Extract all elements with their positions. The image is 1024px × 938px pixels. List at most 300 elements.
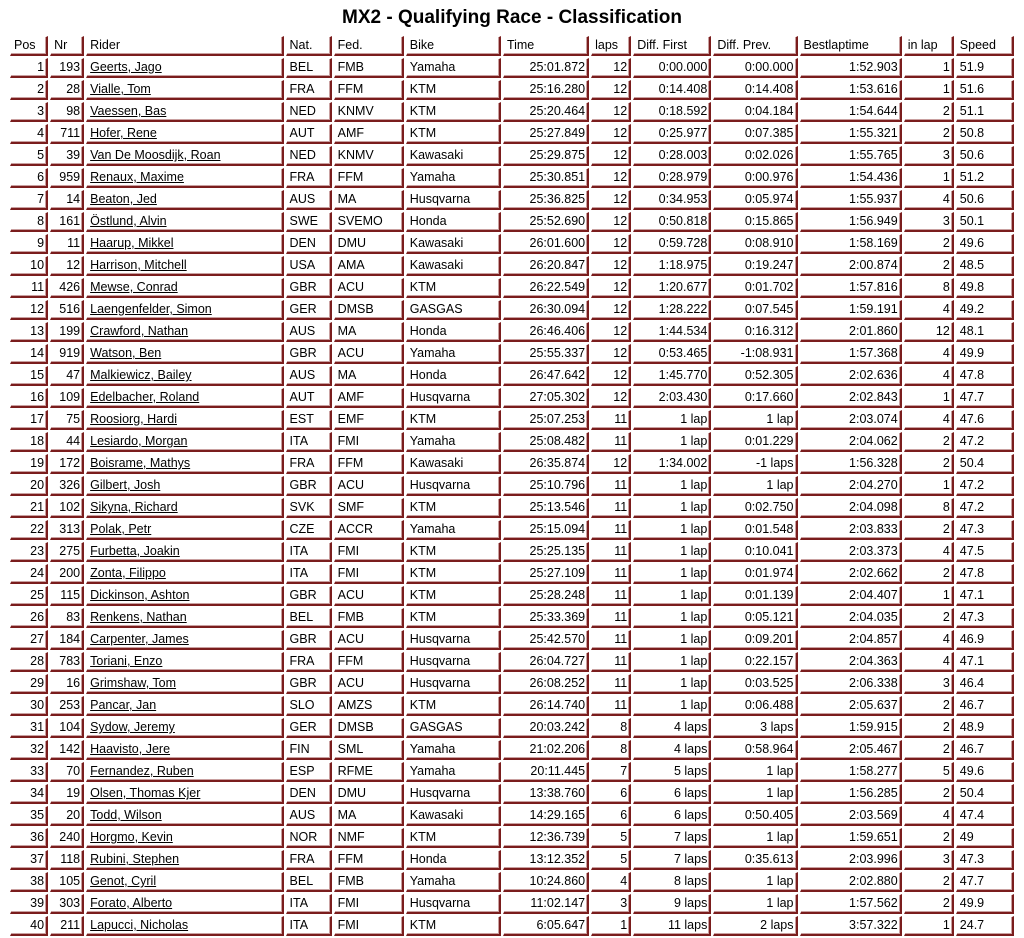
rider-cell (86, 608, 283, 628)
table-row (10, 388, 1014, 408)
position-cell: 12 (10, 300, 48, 320)
time-cell: 21:02.206 (503, 740, 589, 760)
number-cell: 104 (50, 718, 84, 738)
diff-prev-cell: 0:14.408 (713, 80, 797, 100)
position-cell: 25 (10, 586, 48, 606)
bestlaptime-cell: 1:55.321 (800, 124, 902, 144)
bike-cell: KTM (406, 498, 501, 518)
federation-cell: FFM (334, 850, 404, 870)
diff-prev-cell: 0:06.488 (713, 696, 797, 716)
time-cell: 25:10.796 (503, 476, 589, 496)
rider-link[interactable]: Grimshaw, Tom (90, 676, 177, 690)
laps-cell: 3 (591, 894, 631, 914)
in-lap-cell: 8 (904, 278, 954, 298)
nation-cell: NOR (286, 828, 332, 848)
time-cell: 25:07.253 (503, 410, 589, 430)
column-header-nr: Nr (50, 36, 84, 56)
diff-prev-cell: 0:01.974 (713, 564, 797, 584)
nation-cell: GBR (286, 344, 332, 364)
bestlaptime-cell: 1:56.328 (800, 454, 902, 474)
in-lap-cell: 1 (904, 586, 954, 606)
bestlaptime-cell: 2:03.569 (800, 806, 902, 826)
speed-cell: 47.3 (956, 520, 1014, 540)
federation-cell: NMF (334, 828, 404, 848)
diff-first-cell: 1 lap (633, 586, 711, 606)
position-cell: 38 (10, 872, 48, 892)
rider-link[interactable]: Laengenfelder, Simon (90, 302, 212, 316)
time-cell: 25:30.851 (503, 168, 589, 188)
rider-link[interactable]: Haarup, Mikkel (90, 236, 174, 250)
bestlaptime-cell: 1:54.436 (800, 168, 902, 188)
time-cell: 25:36.825 (503, 190, 589, 210)
number-cell: 105 (50, 872, 84, 892)
federation-cell: DMU (334, 784, 404, 804)
federation-cell: FFM (334, 454, 404, 474)
table-row (10, 58, 1014, 78)
diff-first-cell: 1:44.534 (633, 322, 711, 342)
diff-first-cell: 1 lap (633, 564, 711, 584)
position-cell: 21 (10, 498, 48, 518)
speed-cell: 47.2 (956, 498, 1014, 518)
laps-cell: 11 (591, 542, 631, 562)
bike-cell: Yamaha (406, 58, 501, 78)
federation-cell: AMA (334, 256, 404, 276)
diff-prev-cell: 1 lap (713, 762, 797, 782)
time-cell: 6:05.647 (503, 916, 589, 936)
diff-prev-cell: 0:09.201 (713, 630, 797, 650)
in-lap-cell: 4 (904, 190, 954, 210)
in-lap-cell: 1 (904, 388, 954, 408)
rider-cell (86, 432, 283, 452)
rider-link[interactable]: Östlund, Alvin (90, 214, 167, 228)
laps-cell: 12 (591, 190, 631, 210)
diff-prev-cell: 0:01.702 (713, 278, 797, 298)
position-cell: 4 (10, 124, 48, 144)
number-cell: 75 (50, 410, 84, 430)
diff-first-cell: 1 lap (633, 542, 711, 562)
rider-cell (86, 212, 283, 232)
position-cell: 9 (10, 234, 48, 254)
rider-link[interactable]: Vaessen, Bas (90, 104, 167, 118)
in-lap-cell: 4 (904, 806, 954, 826)
table-row (10, 608, 1014, 628)
nation-cell: ITA (286, 564, 332, 584)
time-cell: 10:24.860 (503, 872, 589, 892)
time-cell: 20:11.445 (503, 762, 589, 782)
table-row (10, 168, 1014, 188)
in-lap-cell: 2 (904, 784, 954, 804)
diff-first-cell: 0:50.818 (633, 212, 711, 232)
table-row (10, 586, 1014, 606)
bestlaptime-cell: 2:03.074 (800, 410, 902, 430)
rider-link[interactable]: Watson, Ben (90, 346, 162, 360)
speed-cell: 49.8 (956, 278, 1014, 298)
number-cell: 102 (50, 498, 84, 518)
position-cell: 35 (10, 806, 48, 826)
diff-first-cell: 7 laps (633, 850, 711, 870)
number-cell: 200 (50, 564, 84, 584)
federation-cell: ACCR (334, 520, 404, 540)
position-cell: 31 (10, 718, 48, 738)
position-cell: 2 (10, 80, 48, 100)
rider-cell (86, 454, 283, 474)
number-cell: 20 (50, 806, 84, 826)
laps-cell: 12 (591, 322, 631, 342)
in-lap-cell: 1 (904, 476, 954, 496)
bike-cell: GASGAS (406, 718, 501, 738)
federation-cell: FFM (334, 168, 404, 188)
number-cell: 211 (50, 916, 84, 936)
in-lap-cell: 4 (904, 410, 954, 430)
diff-prev-cell: 0:01.548 (713, 520, 797, 540)
diff-first-cell: 1 lap (633, 696, 711, 716)
time-cell: 25:13.546 (503, 498, 589, 518)
federation-cell: SMF (334, 498, 404, 518)
laps-cell: 6 (591, 784, 631, 804)
rider-link[interactable]: Olsen, Thomas Kjer (90, 786, 201, 800)
rider-link[interactable]: Rubini, Stephen (90, 852, 180, 866)
table-row (10, 806, 1014, 826)
rider-link[interactable]: Beaton, Jed (90, 192, 157, 206)
bike-cell: Husqvarna (406, 652, 501, 672)
laps-cell: 12 (591, 278, 631, 298)
column-header-rider: Rider (86, 36, 283, 56)
table-row (10, 916, 1014, 936)
diff-prev-cell: 0:52.305 (713, 366, 797, 386)
federation-cell: RFME (334, 762, 404, 782)
laps-cell: 6 (591, 806, 631, 826)
in-lap-cell: 2 (904, 124, 954, 144)
diff-first-cell: 1:18.975 (633, 256, 711, 276)
diff-prev-cell: 0:02.750 (713, 498, 797, 518)
number-cell: 426 (50, 278, 84, 298)
diff-prev-cell: 0:17.660 (713, 388, 797, 408)
speed-cell: 47.7 (956, 388, 1014, 408)
rider-link[interactable]: Pancar, Jan (90, 698, 157, 712)
laps-cell: 11 (591, 608, 631, 628)
federation-cell: MA (334, 366, 404, 386)
nation-cell: BEL (286, 608, 332, 628)
column-header-diff-first: Diff. First (633, 36, 711, 56)
rider-link[interactable]: Van De Moosdijk, Roan (90, 148, 221, 162)
rider-cell (86, 740, 283, 760)
in-lap-cell: 4 (904, 542, 954, 562)
in-lap-cell: 3 (904, 850, 954, 870)
rider-link[interactable]: Boisrame, Mathys (90, 456, 191, 470)
number-cell: 70 (50, 762, 84, 782)
nation-cell: SWE (286, 212, 332, 232)
rider-link[interactable]: Todd, Wilson (90, 808, 162, 822)
nation-cell: USA (286, 256, 332, 276)
nation-cell: GBR (286, 630, 332, 650)
bike-cell: KTM (406, 80, 501, 100)
federation-cell: ACU (334, 278, 404, 298)
speed-cell: 49.9 (956, 894, 1014, 914)
table-row (10, 740, 1014, 760)
number-cell: 303 (50, 894, 84, 914)
speed-cell: 50.8 (956, 124, 1014, 144)
bike-cell: Yamaha (406, 740, 501, 760)
laps-cell: 11 (591, 652, 631, 672)
laps-cell: 12 (591, 80, 631, 100)
rider-link[interactable]: Geerts, Jago (90, 60, 162, 74)
in-lap-cell: 2 (904, 696, 954, 716)
column-header-bike: Bike (406, 36, 501, 56)
bike-cell: Husqvarna (406, 190, 501, 210)
table-row (10, 80, 1014, 100)
bike-cell: Honda (406, 850, 501, 870)
table-row (10, 762, 1014, 782)
in-lap-cell: 2 (904, 564, 954, 584)
table-row (10, 102, 1014, 122)
laps-cell: 12 (591, 124, 631, 144)
in-lap-cell: 12 (904, 322, 954, 342)
column-header-time: Time (503, 36, 589, 56)
speed-cell: 47.5 (956, 542, 1014, 562)
position-cell: 3 (10, 102, 48, 122)
speed-cell: 51.2 (956, 168, 1014, 188)
diff-prev-cell: -1:08.931 (713, 344, 797, 364)
laps-cell: 5 (591, 828, 631, 848)
bike-cell: Husqvarna (406, 894, 501, 914)
rider-cell (86, 388, 283, 408)
federation-cell: KNMV (334, 102, 404, 122)
laps-cell: 8 (591, 718, 631, 738)
rider-link[interactable]: Horgmo, Kevin (90, 830, 173, 844)
diff-prev-cell: 0:58.964 (713, 740, 797, 760)
bike-cell: Kawasaki (406, 256, 501, 276)
federation-cell: ACU (334, 586, 404, 606)
laps-cell: 7 (591, 762, 631, 782)
time-cell: 25:52.690 (503, 212, 589, 232)
bike-cell: KTM (406, 410, 501, 430)
rider-link[interactable]: Genot, Cyril (90, 874, 157, 888)
number-cell: 184 (50, 630, 84, 650)
rider-cell (86, 652, 283, 672)
speed-cell: 48.9 (956, 718, 1014, 738)
in-lap-cell: 2 (904, 872, 954, 892)
rider-cell (86, 102, 283, 122)
rider-link[interactable]: Polak, Petr (90, 522, 152, 536)
time-cell: 26:46.406 (503, 322, 589, 342)
rider-link[interactable]: Roosiorg, Hardi (90, 412, 177, 426)
table-row (10, 718, 1014, 738)
table-row (10, 630, 1014, 650)
bike-cell: Husqvarna (406, 476, 501, 496)
diff-prev-cell: 0:22.157 (713, 652, 797, 672)
number-cell: 98 (50, 102, 84, 122)
federation-cell: MA (334, 806, 404, 826)
diff-prev-cell: 0:02.026 (713, 146, 797, 166)
table-body (10, 58, 1014, 936)
bike-cell: Husqvarna (406, 388, 501, 408)
time-cell: 25:08.482 (503, 432, 589, 452)
diff-prev-cell: 0:00.976 (713, 168, 797, 188)
diff-first-cell: 8 laps (633, 872, 711, 892)
nation-cell: DEN (286, 234, 332, 254)
rider-link[interactable]: Sydow, Jeremy (90, 720, 175, 734)
bestlaptime-cell: 2:04.270 (800, 476, 902, 496)
rider-link[interactable]: Renaux, Maxime (90, 170, 184, 184)
speed-cell: 50.6 (956, 146, 1014, 166)
diff-first-cell: 1:45.770 (633, 366, 711, 386)
position-cell: 33 (10, 762, 48, 782)
federation-cell: FMI (334, 916, 404, 936)
rider-cell (86, 674, 283, 694)
rider-cell (86, 80, 283, 100)
bike-cell: KTM (406, 564, 501, 584)
diff-prev-cell: 0:05.121 (713, 608, 797, 628)
diff-first-cell: 0:28.003 (633, 146, 711, 166)
rider-link[interactable]: Furbetta, Joakin (90, 544, 180, 558)
federation-cell: FMB (334, 58, 404, 78)
bestlaptime-cell: 1:56.949 (800, 212, 902, 232)
position-cell: 37 (10, 850, 48, 870)
in-lap-cell: 4 (904, 366, 954, 386)
federation-cell: ACU (334, 674, 404, 694)
diff-first-cell: 0:25.977 (633, 124, 711, 144)
rider-link[interactable]: Harrison, Mitchell (90, 258, 187, 272)
position-cell: 16 (10, 388, 48, 408)
bike-cell: KTM (406, 696, 501, 716)
speed-cell: 47.2 (956, 432, 1014, 452)
rider-cell (86, 762, 283, 782)
bestlaptime-cell: 1:59.651 (800, 828, 902, 848)
laps-cell: 12 (591, 168, 631, 188)
position-cell: 14 (10, 344, 48, 364)
time-cell: 27:05.302 (503, 388, 589, 408)
federation-cell: MA (334, 190, 404, 210)
rider-link[interactable]: Haavisto, Jere (90, 742, 171, 756)
rider-link[interactable]: Gilbert, Josh (90, 478, 161, 492)
nation-cell: DEN (286, 784, 332, 804)
time-cell: 25:25.135 (503, 542, 589, 562)
diff-first-cell: 6 laps (633, 806, 711, 826)
classification-table (8, 34, 1016, 938)
speed-cell: 47.3 (956, 608, 1014, 628)
speed-cell: 49.9 (956, 344, 1014, 364)
bike-cell: KTM (406, 542, 501, 562)
bike-cell: Yamaha (406, 432, 501, 452)
nation-cell: NED (286, 146, 332, 166)
nation-cell: GBR (286, 278, 332, 298)
rider-cell (86, 300, 283, 320)
nation-cell: FRA (286, 850, 332, 870)
bestlaptime-cell: 1:55.765 (800, 146, 902, 166)
rider-link[interactable]: Forato, Alberto (90, 896, 173, 910)
speed-cell: 50.1 (956, 212, 1014, 232)
rider-link[interactable]: Dickinson, Ashton (90, 588, 190, 602)
laps-cell: 12 (591, 366, 631, 386)
in-lap-cell: 2 (904, 608, 954, 628)
rider-link[interactable]: Renkens, Nathan (90, 610, 187, 624)
column-header-bestlaptime: Bestlaptime (800, 36, 902, 56)
federation-cell: ACU (334, 476, 404, 496)
nation-cell: FRA (286, 168, 332, 188)
federation-cell: FMI (334, 542, 404, 562)
laps-cell: 12 (591, 212, 631, 232)
position-cell: 40 (10, 916, 48, 936)
rider-link[interactable]: Hofer, Rene (90, 126, 157, 140)
nation-cell: FRA (286, 80, 332, 100)
rider-link[interactable]: Lesiardo, Morgan (90, 434, 188, 448)
rider-link[interactable]: Crawford, Nathan (90, 324, 189, 338)
in-lap-cell: 3 (904, 212, 954, 232)
rider-link[interactable]: Malkiewicz, Bailey (90, 368, 192, 382)
time-cell: 12:36.739 (503, 828, 589, 848)
rider-link[interactable]: Toriani, Enzo (90, 654, 163, 668)
table-row (10, 322, 1014, 342)
bike-cell: Husqvarna (406, 674, 501, 694)
rider-link[interactable]: Carpenter, James (90, 632, 189, 646)
number-cell: 39 (50, 146, 84, 166)
speed-cell: 47.1 (956, 586, 1014, 606)
federation-cell: DMSB (334, 718, 404, 738)
rider-link[interactable]: Mewse, Conrad (90, 280, 178, 294)
bike-cell: Kawasaki (406, 454, 501, 474)
diff-first-cell: 4 laps (633, 740, 711, 760)
column-header-speed: Speed (956, 36, 1014, 56)
rider-cell (86, 872, 283, 892)
rider-cell (86, 542, 283, 562)
nation-cell: GBR (286, 674, 332, 694)
laps-cell: 11 (591, 476, 631, 496)
position-cell: 19 (10, 454, 48, 474)
time-cell: 25:55.337 (503, 344, 589, 364)
bestlaptime-cell: 3:57.322 (800, 916, 902, 936)
speed-cell: 51.9 (956, 58, 1014, 78)
nation-cell: AUT (286, 388, 332, 408)
federation-cell: KNMV (334, 146, 404, 166)
speed-cell: 49 (956, 828, 1014, 848)
laps-cell: 12 (591, 102, 631, 122)
rider-link[interactable]: Lapucci, Nicholas (90, 918, 189, 932)
bike-cell: KTM (406, 916, 501, 936)
bestlaptime-cell: 2:03.996 (800, 850, 902, 870)
laps-cell: 4 (591, 872, 631, 892)
position-cell: 28 (10, 652, 48, 672)
position-cell: 10 (10, 256, 48, 276)
rider-link[interactable]: Fernandez, Ruben (90, 764, 194, 778)
bike-cell: Kawasaki (406, 146, 501, 166)
rider-link[interactable]: Vialle, Tom (90, 82, 151, 96)
position-cell: 13 (10, 322, 48, 342)
in-lap-cell: 5 (904, 762, 954, 782)
rider-link[interactable]: Sikyna, Richard (90, 500, 178, 514)
column-header-in-lap: in lap (904, 36, 954, 56)
table-row (10, 212, 1014, 232)
number-cell: 109 (50, 388, 84, 408)
federation-cell: ACU (334, 344, 404, 364)
diff-first-cell: 1 lap (633, 432, 711, 452)
time-cell: 25:01.872 (503, 58, 589, 78)
diff-first-cell: 1:28.222 (633, 300, 711, 320)
diff-prev-cell: 1 lap (713, 410, 797, 430)
time-cell: 25:29.875 (503, 146, 589, 166)
diff-first-cell: 0:00.000 (633, 58, 711, 78)
rider-cell (86, 322, 283, 342)
rider-link[interactable]: Zonta, Filippo (90, 566, 166, 580)
diff-first-cell: 5 laps (633, 762, 711, 782)
nation-cell: CZE (286, 520, 332, 540)
diff-prev-cell: 0:05.974 (713, 190, 797, 210)
rider-link[interactable]: Edelbacher, Roland (90, 390, 200, 404)
laps-cell: 11 (591, 520, 631, 540)
number-cell: 47 (50, 366, 84, 386)
bestlaptime-cell: 1:53.616 (800, 80, 902, 100)
number-cell: 14 (50, 190, 84, 210)
federation-cell: AMF (334, 388, 404, 408)
